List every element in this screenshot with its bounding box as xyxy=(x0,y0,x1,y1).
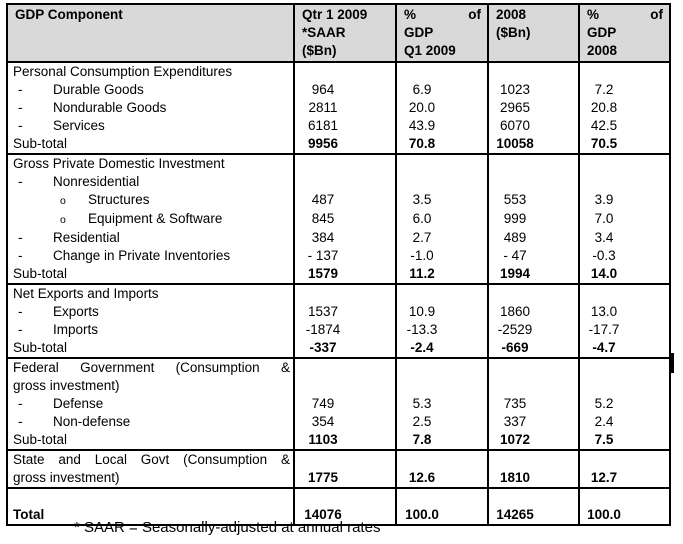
value-cell: 20.0 xyxy=(396,99,488,117)
value-cell xyxy=(396,62,488,81)
value-cell: -1874 xyxy=(294,321,396,339)
section-net-exports-and-imports xyxy=(7,284,670,358)
value-cell xyxy=(488,62,579,81)
label-cell xyxy=(7,303,294,321)
value-cell: 487 xyxy=(294,191,396,210)
label-cell xyxy=(7,247,294,265)
table-row xyxy=(7,395,670,413)
value-cell: - 47 xyxy=(488,247,579,265)
circle-bullet: o xyxy=(60,214,66,226)
label-cell xyxy=(7,135,294,154)
row-label: Total xyxy=(13,507,45,522)
dash-bullet: - xyxy=(18,230,23,245)
row-label: gross investment) xyxy=(13,378,120,393)
value-cell: 100.0 xyxy=(579,506,670,525)
value-cell: 6.9 xyxy=(396,81,488,99)
value-cell: - 137 xyxy=(294,247,396,265)
header-line: Qtr 1 2009 xyxy=(302,7,368,22)
value-cell: 1810 xyxy=(488,469,579,488)
header-line: GDP xyxy=(587,25,617,40)
label-cell xyxy=(7,284,294,303)
value-cell xyxy=(488,173,579,191)
value-cell xyxy=(579,377,670,395)
value-cell: 13.0 xyxy=(579,303,670,321)
value-cell: -337 xyxy=(294,339,396,358)
table-row xyxy=(7,229,670,247)
value-cell: 964 xyxy=(294,81,396,99)
value-cell: 354 xyxy=(294,413,396,431)
value-cell xyxy=(396,284,488,303)
value-cell: -2529 xyxy=(488,321,579,339)
value-cell: 70.8 xyxy=(396,135,488,154)
label-cell xyxy=(7,229,294,247)
table-row xyxy=(7,377,670,395)
table-row xyxy=(7,99,670,117)
label-cell xyxy=(7,413,294,431)
header-row xyxy=(7,4,670,62)
header-line: GDP xyxy=(404,25,434,40)
value-cell: 749 xyxy=(294,395,396,413)
value-cell: 6181 xyxy=(294,117,396,135)
row-label: State and Local Govt (Consumption & xyxy=(13,452,290,467)
value-cell: 489 xyxy=(488,229,579,247)
header-line: ($Bn) xyxy=(302,43,337,58)
value-cell: -669 xyxy=(488,339,579,358)
header-line: GDP Component xyxy=(15,7,123,22)
value-cell: 7.5 xyxy=(579,431,670,450)
header-cell-2 xyxy=(396,4,488,62)
value-cell: 1072 xyxy=(488,431,579,450)
row-label: Federal Government (Consumption & xyxy=(13,360,290,375)
value-cell: 999 xyxy=(488,210,579,229)
value-cell: 2811 xyxy=(294,99,396,117)
value-cell: 11.2 xyxy=(396,265,488,284)
table-row xyxy=(7,284,670,303)
stray-mark xyxy=(670,353,674,373)
row-label: Non-defense xyxy=(53,414,131,429)
value-cell xyxy=(579,62,670,81)
table-row xyxy=(7,450,670,469)
value-cell: 2.4 xyxy=(579,413,670,431)
row-label: Structures xyxy=(88,192,150,207)
label-cell xyxy=(7,117,294,135)
label-cell xyxy=(7,99,294,117)
header-line: 2008 xyxy=(587,43,618,58)
row-label: Nonresidential xyxy=(53,174,140,189)
header-word: of xyxy=(468,7,481,22)
value-cell xyxy=(294,284,396,303)
value-cell xyxy=(396,488,488,506)
value-cell xyxy=(488,450,579,469)
value-cell xyxy=(579,284,670,303)
row-label: Sub-total xyxy=(13,340,68,355)
value-cell xyxy=(579,173,670,191)
value-cell xyxy=(488,154,579,173)
header-word: of xyxy=(650,7,663,22)
value-cell: -4.7 xyxy=(579,339,670,358)
table-row xyxy=(7,303,670,321)
row-label: Residential xyxy=(53,230,120,245)
header-line: *SAAR xyxy=(302,25,346,40)
value-cell: -0.3 xyxy=(579,247,670,265)
label-cell xyxy=(7,395,294,413)
value-cell: 3.4 xyxy=(579,229,670,247)
dash-bullet: - xyxy=(18,414,23,429)
label-cell xyxy=(7,210,294,229)
row-label: Sub-total xyxy=(13,136,68,151)
label-cell xyxy=(7,265,294,284)
label-cell xyxy=(7,377,294,395)
table-row xyxy=(7,191,670,210)
value-cell xyxy=(579,154,670,173)
value-cell: 2965 xyxy=(488,99,579,117)
section-gross-private-domestic-investment xyxy=(7,154,670,284)
value-cell xyxy=(396,450,488,469)
value-cell: 5.2 xyxy=(579,395,670,413)
header-word: % xyxy=(404,7,417,22)
value-cell: 3.5 xyxy=(396,191,488,210)
value-cell: 5.3 xyxy=(396,395,488,413)
value-cell: 845 xyxy=(294,210,396,229)
header-cell-3 xyxy=(488,4,579,62)
table-row xyxy=(7,413,670,431)
dash-bullet: - xyxy=(18,100,23,115)
dash-bullet: - xyxy=(18,304,23,319)
row-label: Services xyxy=(53,118,105,133)
value-cell: -17.7 xyxy=(579,321,670,339)
value-cell xyxy=(488,377,579,395)
dash-bullet: - xyxy=(18,174,23,189)
value-cell xyxy=(294,62,396,81)
value-cell xyxy=(396,173,488,191)
value-cell: 6070 xyxy=(488,117,579,135)
table-row xyxy=(7,339,670,358)
row-label: Nondurable Goods xyxy=(53,100,167,115)
value-cell xyxy=(579,488,670,506)
value-cell: 10.9 xyxy=(396,303,488,321)
value-cell xyxy=(488,488,579,506)
row-label: Sub-total xyxy=(13,432,68,447)
value-cell: 2.5 xyxy=(396,413,488,431)
header-line xyxy=(404,6,481,24)
value-cell xyxy=(294,154,396,173)
row-label: gross investment) xyxy=(13,470,120,485)
label-cell xyxy=(7,173,294,191)
header-cell-0 xyxy=(7,4,294,62)
label-cell xyxy=(7,191,294,210)
value-cell xyxy=(396,154,488,173)
header-line: ($Bn) xyxy=(496,25,531,40)
table-row xyxy=(7,81,670,99)
row-label: Durable Goods xyxy=(53,82,144,97)
table-header xyxy=(7,4,670,62)
label-cell xyxy=(7,488,294,506)
table-row xyxy=(7,247,670,265)
value-cell: 43.9 xyxy=(396,117,488,135)
label-cell xyxy=(7,450,294,469)
row-label: Imports xyxy=(53,322,99,337)
value-cell: 14076 xyxy=(294,506,396,525)
header-cell-1 xyxy=(294,4,396,62)
gdp-table xyxy=(6,3,671,526)
value-cell xyxy=(579,450,670,469)
value-cell xyxy=(396,358,488,377)
value-cell: 14.0 xyxy=(579,265,670,284)
value-cell: 20.8 xyxy=(579,99,670,117)
dash-bullet: - xyxy=(18,82,23,97)
value-cell: 12.7 xyxy=(579,469,670,488)
table-row xyxy=(7,210,670,229)
table-row xyxy=(7,358,670,377)
value-cell: 42.5 xyxy=(579,117,670,135)
row-label: Personal Consumption Expenditures xyxy=(13,64,233,79)
value-cell xyxy=(294,450,396,469)
table-row xyxy=(7,488,670,506)
dash-bullet: - xyxy=(18,322,23,337)
section-personal-consumption-expenditures xyxy=(7,62,670,154)
row-label: Equipment & Software xyxy=(88,211,223,226)
dash-bullet: - xyxy=(18,118,23,133)
value-cell: 3.9 xyxy=(579,191,670,210)
value-cell: 2.7 xyxy=(396,229,488,247)
value-cell: -1.0 xyxy=(396,247,488,265)
header-line: Q1 2009 xyxy=(404,43,456,58)
value-cell: 1023 xyxy=(488,81,579,99)
value-cell: 1103 xyxy=(294,431,396,450)
header-word: % xyxy=(587,7,600,22)
value-cell xyxy=(294,377,396,395)
value-cell: -2.4 xyxy=(396,339,488,358)
value-cell: 7.0 xyxy=(579,210,670,229)
dash-bullet: - xyxy=(18,396,23,411)
circle-bullet: o xyxy=(60,195,66,207)
table-row xyxy=(7,135,670,154)
value-cell xyxy=(396,377,488,395)
table-row xyxy=(7,321,670,339)
section-state-and-local-govt xyxy=(7,450,670,488)
value-cell xyxy=(579,358,670,377)
value-cell xyxy=(294,488,396,506)
value-cell xyxy=(488,284,579,303)
value-cell: 384 xyxy=(294,229,396,247)
header-cell-4 xyxy=(579,4,670,62)
value-cell: 14265 xyxy=(488,506,579,525)
value-cell: 12.6 xyxy=(396,469,488,488)
value-cell: 1537 xyxy=(294,303,396,321)
value-cell xyxy=(294,358,396,377)
value-cell: 1775 xyxy=(294,469,396,488)
label-cell xyxy=(7,469,294,488)
value-cell: 9956 xyxy=(294,135,396,154)
row-label: Change in Private Inventories xyxy=(53,248,231,263)
table-row xyxy=(7,431,670,450)
value-cell: 6.0 xyxy=(396,210,488,229)
value-cell: 100.0 xyxy=(396,506,488,525)
value-cell: 553 xyxy=(488,191,579,210)
value-cell: 337 xyxy=(488,413,579,431)
table-row xyxy=(7,154,670,173)
value-cell: 7.8 xyxy=(396,431,488,450)
label-cell xyxy=(7,321,294,339)
value-cell: 1579 xyxy=(294,265,396,284)
row-label: Net Exports and Imports xyxy=(13,286,159,301)
value-cell: 70.5 xyxy=(579,135,670,154)
label-cell xyxy=(7,62,294,81)
label-cell xyxy=(7,81,294,99)
table-row xyxy=(7,173,670,191)
header-line: 2008 xyxy=(496,7,527,22)
value-cell: 10058 xyxy=(488,135,579,154)
header-line xyxy=(587,6,663,24)
value-cell: -13.3 xyxy=(396,321,488,339)
row-label: Gross Private Domestic Investment xyxy=(13,156,225,171)
value-cell: 1994 xyxy=(488,265,579,284)
value-cell xyxy=(488,358,579,377)
label-cell xyxy=(7,358,294,377)
table-row xyxy=(7,62,670,81)
section-federal-government xyxy=(7,358,670,450)
label-cell xyxy=(7,431,294,450)
table-row xyxy=(7,469,670,488)
table-row xyxy=(7,265,670,284)
value-cell: 735 xyxy=(488,395,579,413)
value-cell: 1860 xyxy=(488,303,579,321)
footnote: * SAAR = Seasonally-adjusted at annual rates xyxy=(74,519,381,536)
row-label: Exports xyxy=(53,304,99,319)
row-label: Defense xyxy=(53,396,104,411)
label-cell xyxy=(7,339,294,358)
row-label: Sub-total xyxy=(13,266,68,281)
label-cell xyxy=(7,154,294,173)
table-row xyxy=(7,117,670,135)
value-cell xyxy=(294,173,396,191)
value-cell: 7.2 xyxy=(579,81,670,99)
dash-bullet: - xyxy=(18,248,23,263)
